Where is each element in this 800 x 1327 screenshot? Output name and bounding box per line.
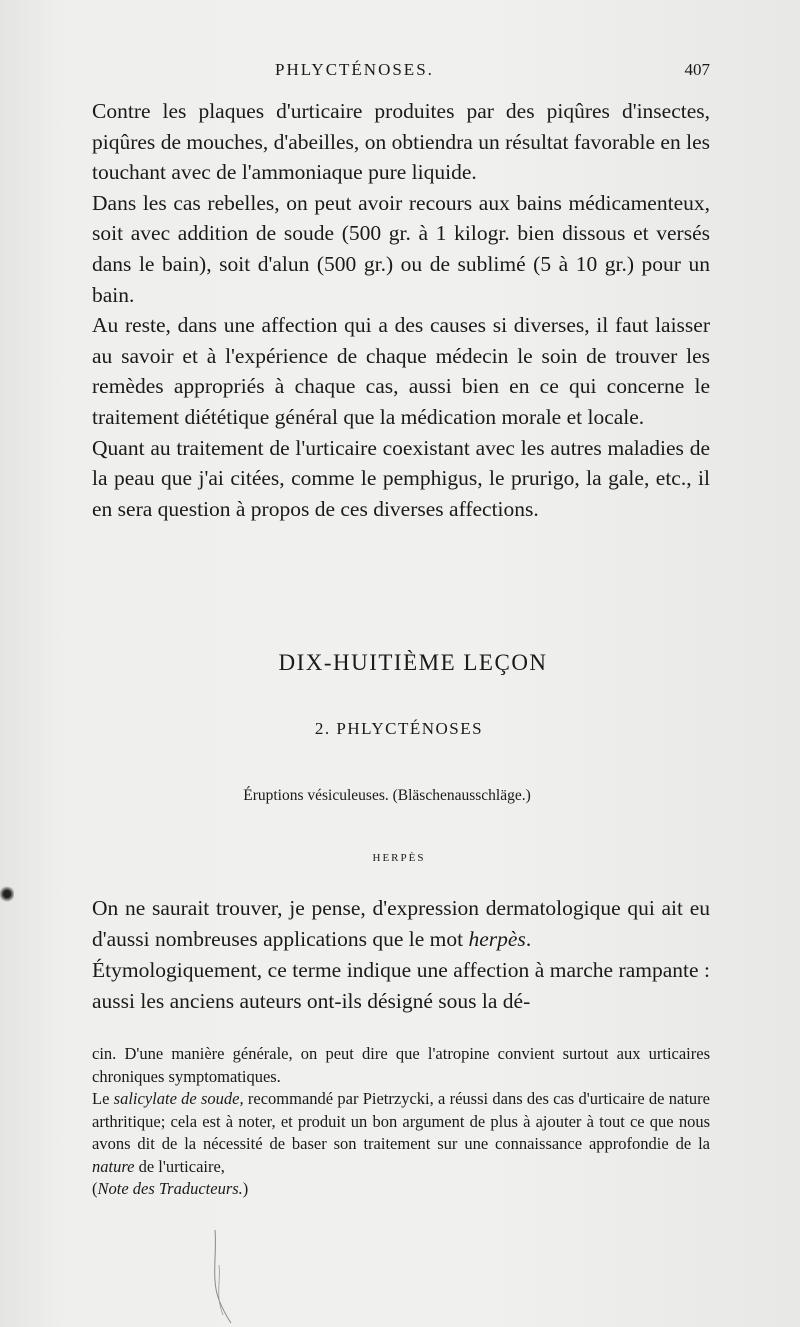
page-number: 407 [684,60,710,79]
body-text-bottom [92,893,710,1017]
ink-speck [0,885,14,903]
footnote: cin. D'une manière générale, on peut dire que l'atropine convient surtout aux urticaires chroniques symptomatiques. [92,1044,710,1086]
running-title: PHLYCTÉNOSES. [275,60,434,79]
section-title: 2. PHLYCTÉNOSES [314,719,484,738]
paragraph-text: Quant au traitement de l'urticaire coexistant avec les autres maladies de la peau que j'ai citées, comme le pemphigus, le prurigo, la gale, etc., il en sera question à propos de ces diverses affections. [92,435,710,521]
chapter-title: DIX-HUITIÈME LEÇON [278,650,548,675]
paragraph [92,433,710,525]
paragraph [92,310,710,432]
paragraph-text: Au reste, dans une affection qui a des causes si diverses, il faut laisser au savoir et à l'expérience de chaque médecin le soin de trouver les remèdes appropriés à chaque cas, aussi bien en ce qui concerne le traitement diététique général que la médication morale et locale. [92,313,710,429]
paragraph: On ne saurait trouver, je pense, d'expression dermatologique qui ait eu d'aussi nombreuses applications que le mot herpès. [92,896,710,951]
subsection-title: Éruptions vésiculeuses. (Bläschenausschläge.) [243,787,531,804]
paragraph [92,96,710,188]
footnote: Le salicylate de soude, recommandé par Pietrzycki, a réussi dans des cas d'urticaire de nature arthritique; cela est à noter, et produit un bon argument de plus à ajouter à tout ce que nous avons dit de la nécessité de baser son traitement sur une connaissance approfondie de la nature de l'urticaire, (Note des Traducteurs.) [92,1089,711,1198]
footnotes [92,1043,710,1201]
paragraph: Étymologiquement, ce terme indique une affection à marche rampante : aussi les anciens auteurs ont-ils désigné sous la dé- [92,958,710,1013]
italic-term: herpès [468,927,526,951]
paragraph [92,188,710,310]
page-header [92,60,710,86]
paragraph-text: Contre les plaques d'urticaire produites par des piqûres d'insectes, piqûres de mouches, d'abeilles, on obtiendra un résultat favorable en les touchant avec de l'ammoniaque pure liquide. [92,99,710,185]
paragraph-text: Dans les cas rebelles, on peut avoir recours aux bains médicamenteux, soit avec addition de soude (500 gr. à 1 kilogr. bien dissous et versés dans le bain), soit d'alun (500 gr.) ou de sublimé (5 à 10 gr.) pour un bain. [92,190,710,307]
pencil-mark [205,1225,235,1325]
body-text-top [92,96,710,524]
subheading: HERPÈS [372,852,426,864]
